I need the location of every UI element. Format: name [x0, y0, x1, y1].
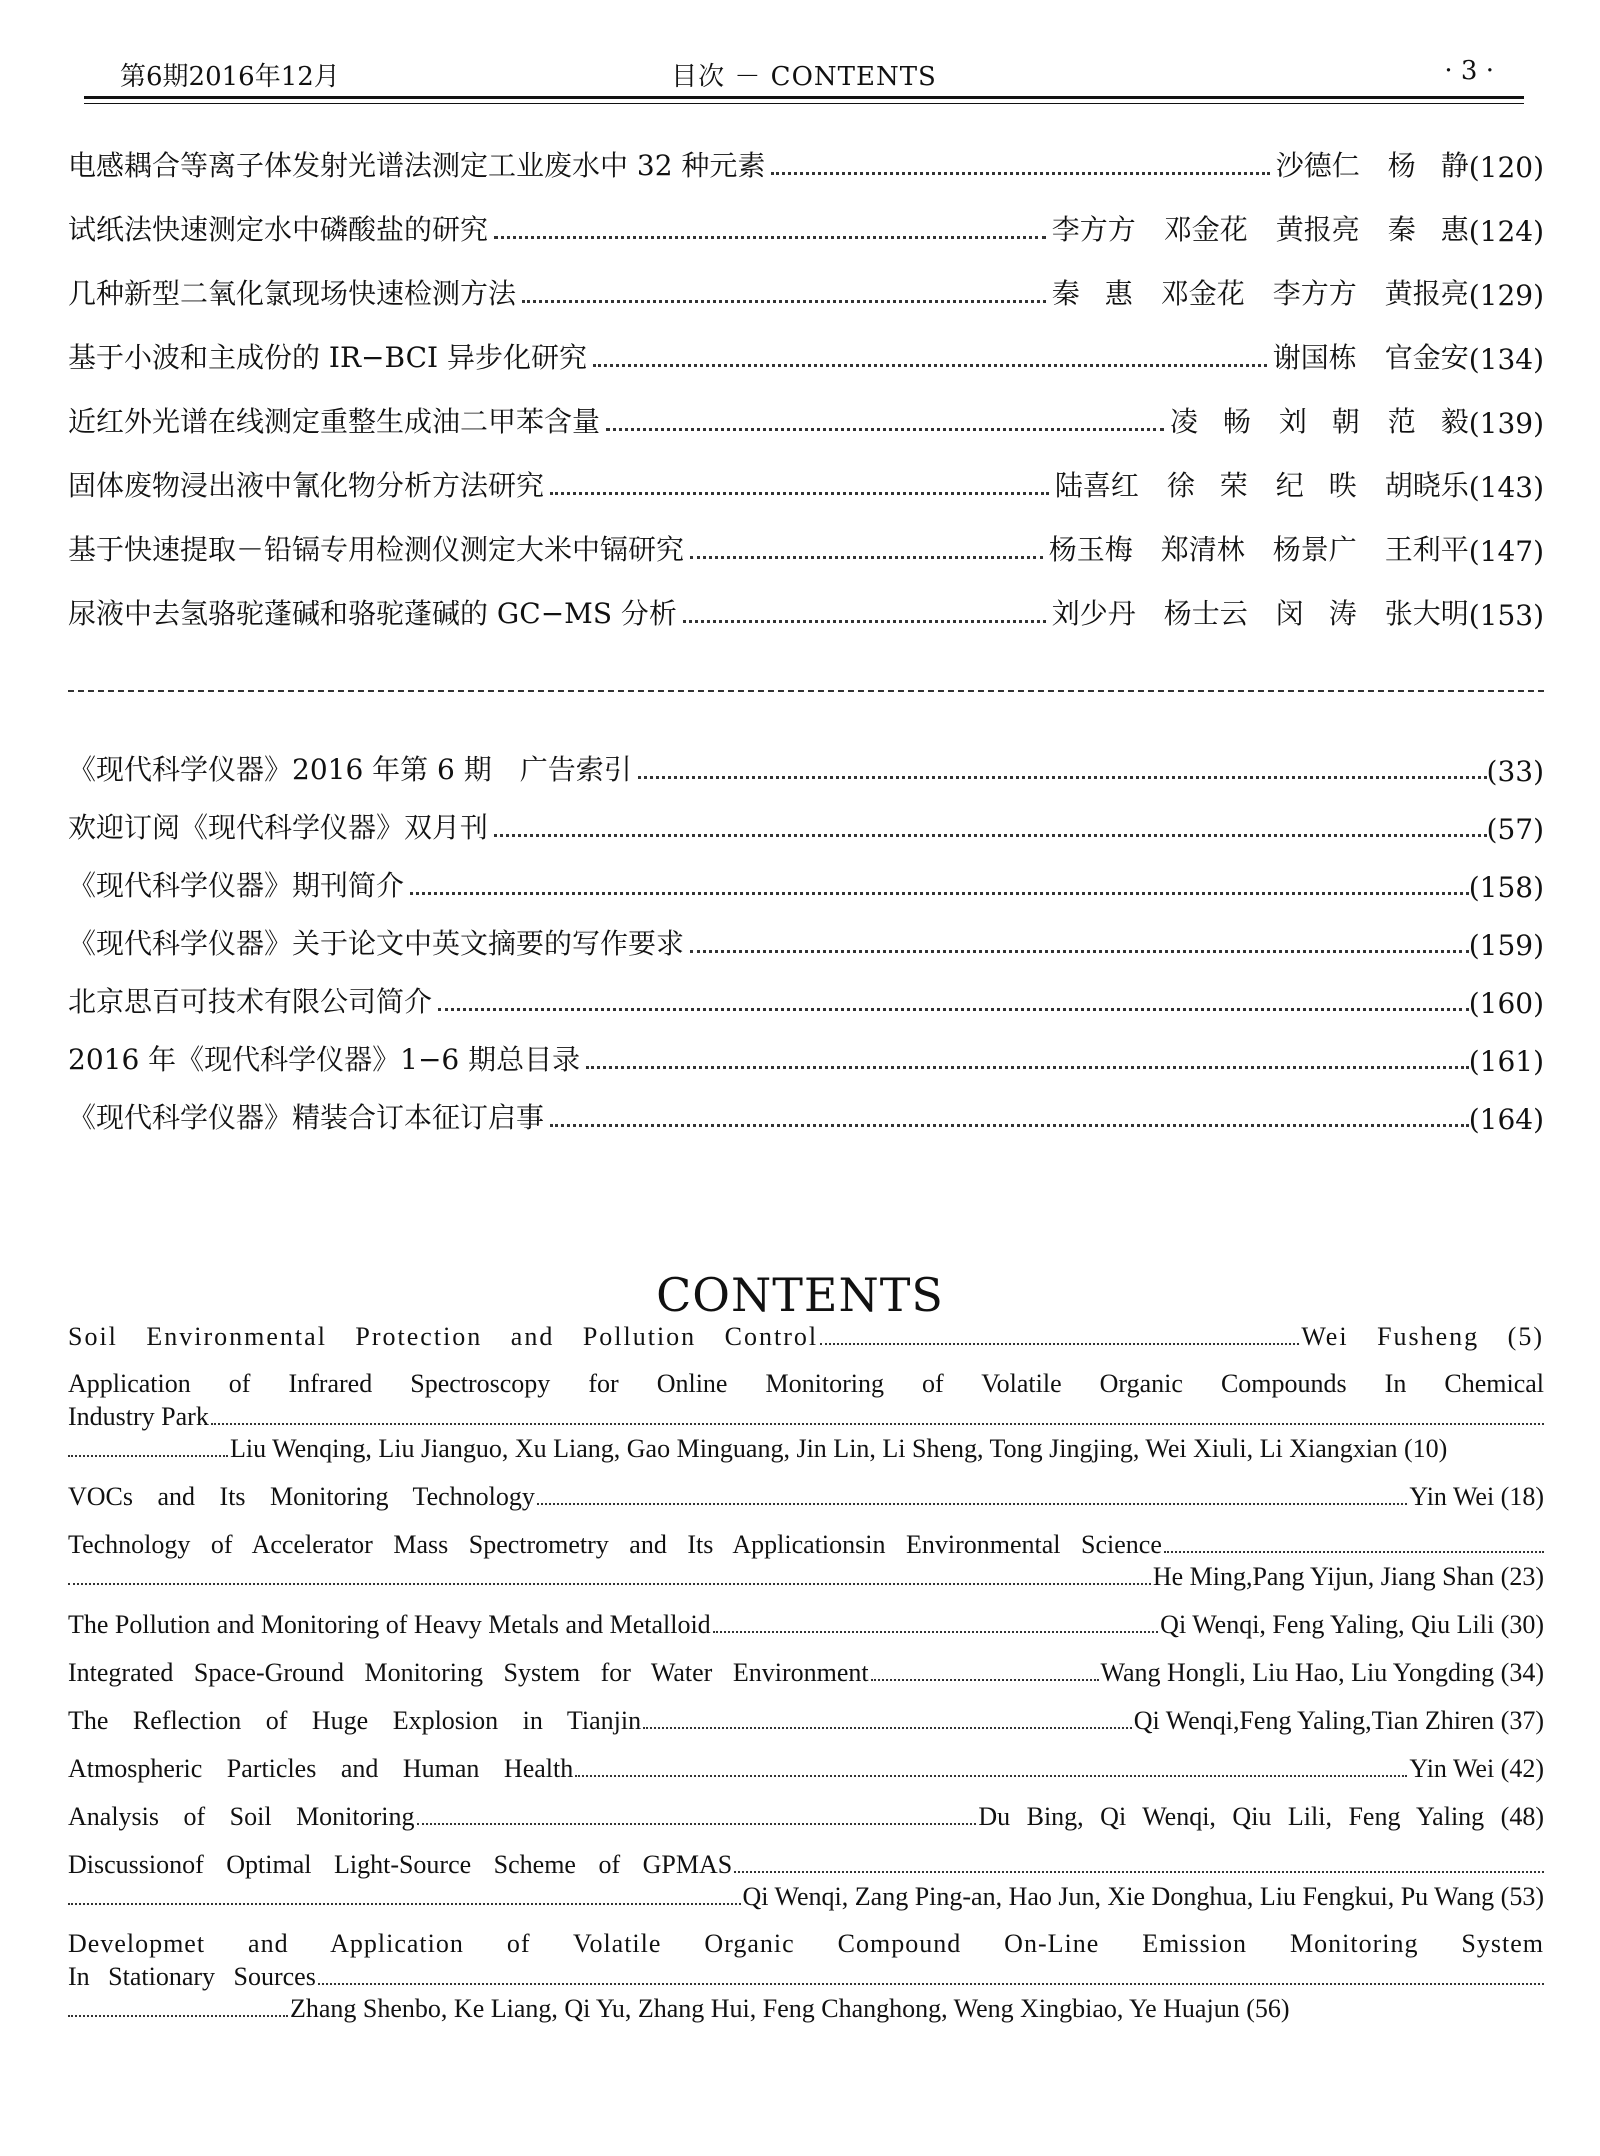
toc-entry[interactable]: 几种新型二氧化氯现场快速检测方法 秦 惠 邓金花 李方方 黄报亮 (129)	[68, 248, 1544, 312]
toc-entry[interactable]: 固体废物浸出液中氰化物分析方法研究 陆喜红 徐 荣 纪 昳 胡晓乐 (143)	[68, 440, 1544, 504]
misc-entry[interactable]: 《现代科学仪器》精装合订本征订启事 (164)	[68, 1078, 1544, 1136]
running-header	[84, 52, 1524, 92]
contents-heading: CONTENTS	[656, 1268, 944, 1322]
misc-entry[interactable]: 2016 年《现代科学仪器》1−6 期总目录 (161)	[68, 1020, 1544, 1078]
section-title: 目次 － CONTENTS	[671, 62, 937, 92]
toc-entry[interactable]: 基于小波和主成份的 IR−BCI 异步化研究 谢国栋 官金安 (134)	[68, 312, 1544, 376]
toc-entry[interactable]: 尿液中去氢骆驼蓬碱和骆驼蓬碱的 GC−MS 分析 刘少丹 杨士云 闵 涛 张大明 (153)	[68, 568, 1544, 632]
header-rule-thick	[84, 96, 1524, 99]
toc-entry[interactable]: 试纸法快速测定水中磷酸盐的研究 李方方 邓金花 黄报亮 秦 惠 (124)	[68, 184, 1544, 248]
en-entry[interactable]: The Pollution and Monitoring of Heavy Metals and Metalloid Qi Wenqi, Feng Yaling, Qiu Lili (30)	[68, 1610, 1544, 1639]
page-number: · 3 ·	[1444, 56, 1494, 86]
en-entry[interactable]: The Reflection of Huge Explosion in Tianjin Qi Wenqi,Feng Yaling,Tian Zhiren (37)	[68, 1706, 1544, 1735]
en-entry[interactable]: Developmet and Application of Volatile Organic Compound On-Line Emission Monitoring System In Stationary Sources Zhang Shenbo, Ke Liang, Qi Yu, Zhang Hui, Feng Changhong, Weng Xingbiao, Ye Huajun (56)	[68, 1929, 1544, 2023]
misc-entry[interactable]: 《现代科学仪器》2016 年第 6 期 广告索引 (33)	[68, 730, 1544, 788]
toc-misc	[68, 730, 1544, 1136]
toc-english	[68, 1320, 1544, 2040]
misc-entry[interactable]: 北京思百可技术有限公司简介 (160)	[68, 962, 1544, 1020]
en-entry[interactable]: Atmospheric Particles and Human Health Yin Wei (42)	[68, 1754, 1544, 1783]
toc-entry[interactable]: 基于快速提取－铅镉专用检测仪测定大米中镉研究 杨玉梅 郑清林 杨景广 王利平 (147)	[68, 504, 1544, 568]
misc-entry[interactable]: 欢迎订阅《现代科学仪器》双月刊 (57)	[68, 788, 1544, 846]
header-rule-thin	[84, 103, 1524, 104]
misc-entry[interactable]: 《现代科学仪器》期刊简介 (158)	[68, 846, 1544, 904]
en-entry[interactable]: Discussionof Optimal Light-Source Scheme of GPMAS Qi Wenqi, Zang Ping-an, Hao Jun, Xie Donghua, Liu Fengkui, Pu Wang (53)	[68, 1850, 1544, 1911]
toc-entry[interactable]: 近红外光谱在线测定重整生成油二甲苯含量 凌 畅 刘 朝 范 毅 (139)	[68, 376, 1544, 440]
en-entry[interactable]: Soil Environmental Protection and Pollution Control Wei Fusheng (5)	[68, 1322, 1544, 1351]
section-divider	[68, 690, 1544, 692]
toc-chinese	[68, 120, 1544, 632]
issue-date: 第6期2016年12月	[120, 62, 340, 92]
misc-entry[interactable]: 《现代科学仪器》关于论文中英文摘要的写作要求 (159)	[68, 904, 1544, 962]
toc-entry[interactable]: 电感耦合等离子体发射光谱法测定工业废水中 32 种元素 沙德仁 杨 静 (120)	[68, 120, 1544, 184]
en-entry[interactable]: VOCs and Its Monitoring Technology Yin Wei (18)	[68, 1482, 1544, 1511]
en-entry[interactable]: Application of Infrared Spectroscopy for Online Monitoring of Volatile Organic Compounds In Chemical Industry Park Liu Wenqing, Liu Jianguo, Xu Liang, Gao Minguang, Jin Lin, Li Sheng, Tong Jingjing, Wei Xiuli, Li Xiangxian (10)	[68, 1369, 1544, 1463]
en-entry[interactable]: Technology of Accelerator Mass Spectrometry and Its Applicationsin Environmental Science He Ming,Pang Yijun, Jiang Shan (23)	[68, 1530, 1544, 1591]
en-entry[interactable]: Analysis of Soil Monitoring Du Bing, Qi Wenqi, Qiu Lili, Feng Yaling (48)	[68, 1802, 1544, 1831]
en-entry[interactable]: Integrated Space-Ground Monitoring System for Water Environment Wang Hongli, Liu Hao, Liu Yongding (34)	[68, 1658, 1544, 1687]
